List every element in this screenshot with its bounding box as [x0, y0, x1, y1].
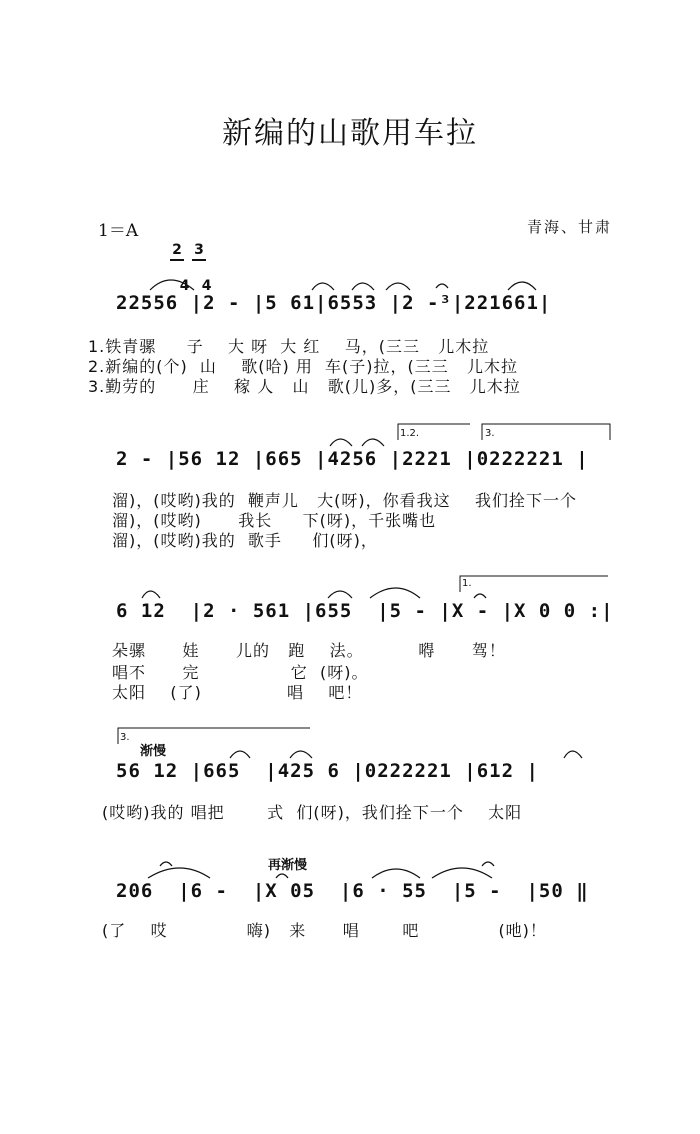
volta-bracket	[460, 576, 608, 592]
slur-mark	[362, 439, 384, 446]
slur-mark	[230, 751, 250, 758]
key-signature: 1＝A	[98, 221, 139, 241]
volta-bracket	[118, 728, 310, 744]
volta-bracket	[398, 424, 470, 440]
lyric-line-1-verse-1: 1.铁青骡 子 大 呀 大 红 马，(三三 儿木拉	[88, 337, 490, 356]
slur-mark	[370, 588, 420, 598]
lyric-line-3-verse-2: 唱不 完 它 (呀)。	[112, 663, 369, 682]
fermata-mark	[436, 284, 448, 288]
volta-line-3: 1.	[462, 578, 472, 589]
lyric-line-2-verse-2: 溜)，(哎哟) 我长 下(呀)，千张嘴也	[112, 511, 437, 530]
notation-line-5: 206 |6 - |X 05 |6 · 55 |5 - |50 ‖	[116, 880, 589, 902]
lyric-line-2-verse-3: 溜)，(哎哟)我的 歌手 们(呀)，	[112, 531, 378, 550]
fermata-mark	[482, 862, 494, 866]
slur-mark	[312, 283, 334, 290]
lyric-line-3-verse-1: 朵骡 娃 儿的 跑 法。 嘚 驾！	[112, 641, 506, 660]
slur-mark	[432, 868, 492, 878]
song-title: 新编的山歌用车拉	[222, 116, 478, 151]
volta-bracket	[482, 424, 610, 440]
song-origin: 青海、甘肃	[526, 218, 612, 236]
volta-line-4: 3.	[120, 732, 130, 743]
slur-mark	[564, 751, 582, 758]
slur-mark	[150, 280, 194, 290]
time-signature-first-top: 2	[170, 242, 184, 261]
lyric-line-5: (了 哎 嗨) 来 唱 吧 (吔)！	[102, 921, 547, 940]
fermata-mark	[276, 874, 288, 878]
fermata-mark	[474, 594, 486, 598]
fermata-mark	[160, 862, 172, 866]
slur-mark	[148, 868, 210, 878]
slur-mark	[352, 283, 374, 290]
time-signature-second-bottom: 4	[201, 278, 212, 294]
lyric-line-1-verse-2: 2.新编的(个) 山 歌(哈) 用 车(子)拉，(三三 儿木拉	[88, 357, 518, 376]
lyric-line-3-verse-3: 太阳 (了) 唱 吧！	[112, 683, 363, 702]
notation-line-1: 22556 |2 - |5 61|6553 |2 -³|221661|	[116, 292, 552, 314]
lyric-line-4: (哎哟)我的 唱把 式 们(呀)，我们拴下一个 太阳	[102, 803, 523, 822]
lyric-line-2-verse-1: 溜)，(哎哟)我的 鞭声儿 大(呀)，你看我这 我们拴下一个	[112, 491, 577, 510]
lyric-line-1-verse-3: 3.勤劳的 庄 稼 人 山 歌(儿)多，(三三 儿木拉	[88, 377, 521, 396]
slur-mark	[508, 282, 536, 290]
slur-mark	[330, 439, 352, 446]
volta-line-2-first: 1.2.	[400, 428, 420, 439]
slur-mark	[142, 591, 160, 598]
volta-line-2-second: 3.	[485, 428, 495, 439]
tempo-marking-line-5: 再渐慢	[268, 858, 308, 873]
slur-mark	[386, 283, 410, 290]
notation-line-2: 2 - |56 12 |665 |4256 |2221 |0222221 |	[116, 448, 589, 470]
tempo-marking-line-4: 渐慢	[140, 744, 167, 759]
slur-mark	[328, 591, 352, 598]
slur-mark	[372, 869, 420, 878]
notation-line-4: 56 12 |665 |425 6 |0222221 |612 |	[116, 760, 539, 782]
notation-line-3: 6 12 |2 · 561 |655 |5 - |X - |X 0 0 :|	[116, 600, 614, 622]
slur-mark	[290, 751, 312, 758]
time-signature-first-bottom: 4	[179, 278, 190, 294]
time-signature-second-top: 3	[192, 242, 206, 261]
